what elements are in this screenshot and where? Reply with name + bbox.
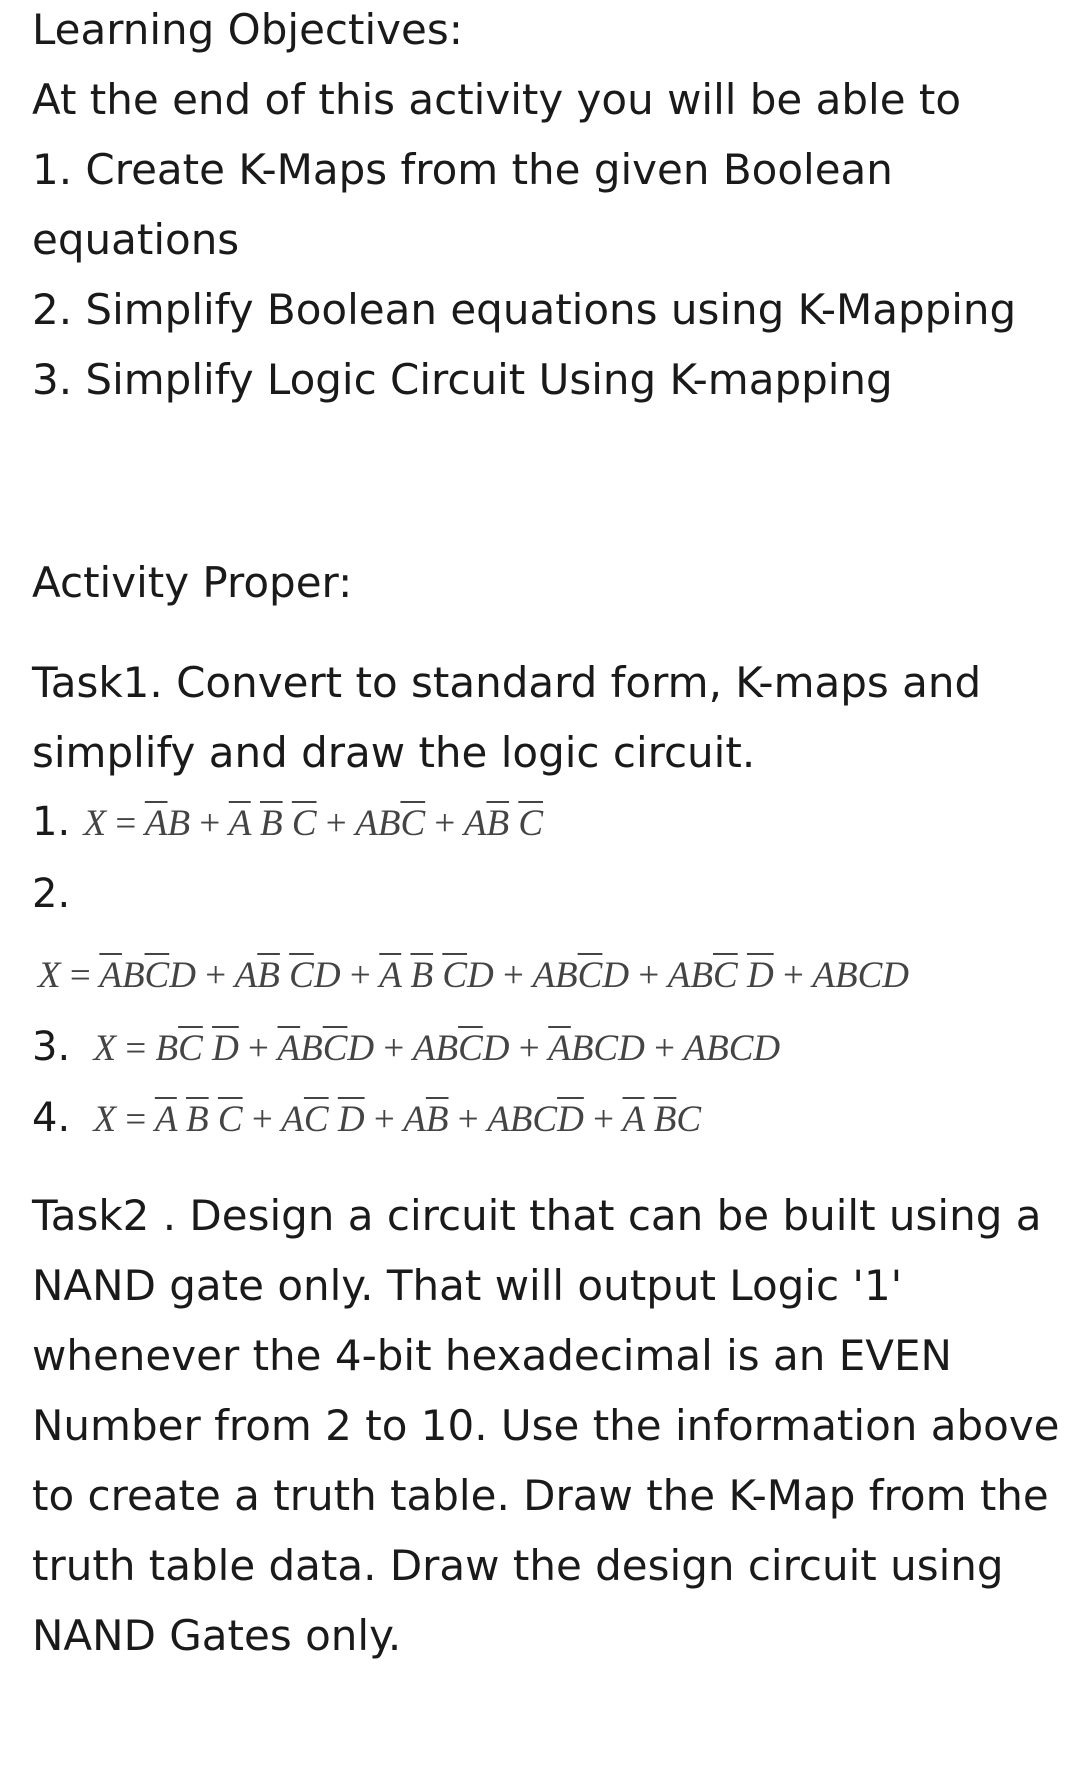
task2-line-5: to create a truth table. Draw the K-Map from the [32,1471,1049,1520]
task1-line-1: Task1. Convert to standard form, K-maps and [32,658,982,707]
equation-1-row [32,793,543,852]
equation-3: $X = B\overline{C}$ $\overline{D} + \overline{A}B\overline{C}D + AB\overline{C}D + \overline{A}BCD$ + ABCD [93,1028,781,1069]
activity-proper-heading: Activity Proper: [32,558,353,607]
equation-1-number: 1. [32,799,71,845]
task2-line-4: Number from 2 to 10. Use the information above [32,1401,1060,1450]
task2-line-1: Task2 . Design a circuit that can be built using a [32,1191,1042,1240]
objective-item-1: 1. Create K-Maps from the given Boolean [32,145,893,194]
equation-1: $X = \overline{A}B + \overline{A}$ $\overline{B}$ $\overline{C} + AB\overline{C} + A\overline{B}$ $\overline{C}$ [83,803,543,844]
task2-line-6: truth table data. Draw the design circuit using [32,1541,1004,1590]
objective-item-3: 3. Simplify Logic Circuit Using K-mapping [32,355,893,404]
equation-3-number: 3. [32,1024,71,1070]
objective-item-1-cont: equations [32,215,240,264]
task2-line-3: whenever the 4-bit hexadecimal is an EVEN [32,1331,952,1380]
equation-3-row [32,1018,780,1077]
task1-line-2: simplify and draw the logic circuit. [32,728,756,777]
equation-4-number: 4. [32,1095,71,1141]
objective-item-2: 2. Simplify Boolean equations using K-Mapping [32,285,1017,334]
objectives-intro: At the end of this activity you will be able to [32,75,962,124]
task2-line-2: NAND gate only. That will output Logic '1' [32,1261,903,1310]
equation-2-number: 2. [32,871,71,917]
equation-4-row [32,1089,701,1148]
equation-4: $X = \overline{A}$ $\overline{B}$ $\overline{C} + A\overline{C}$ $\overline{D} + A\overline{B} + ABC\overline{D} + \overline{A}$ $\overline{B}C$ [93,1099,702,1140]
equation-2: $X = \overline{A}B\overline{C}D + A\overline{B}$ $\overline{C}D + \overline{A}$ $\overline{B}$ $\overline{C}D + AB\overline{C}D + AB\overline{C}$ $\overline{D}$ + ABCD [38,955,909,996]
task2-line-7: NAND Gates only. [32,1611,402,1660]
learning-objectives-heading: Learning Objectives: [32,5,463,54]
